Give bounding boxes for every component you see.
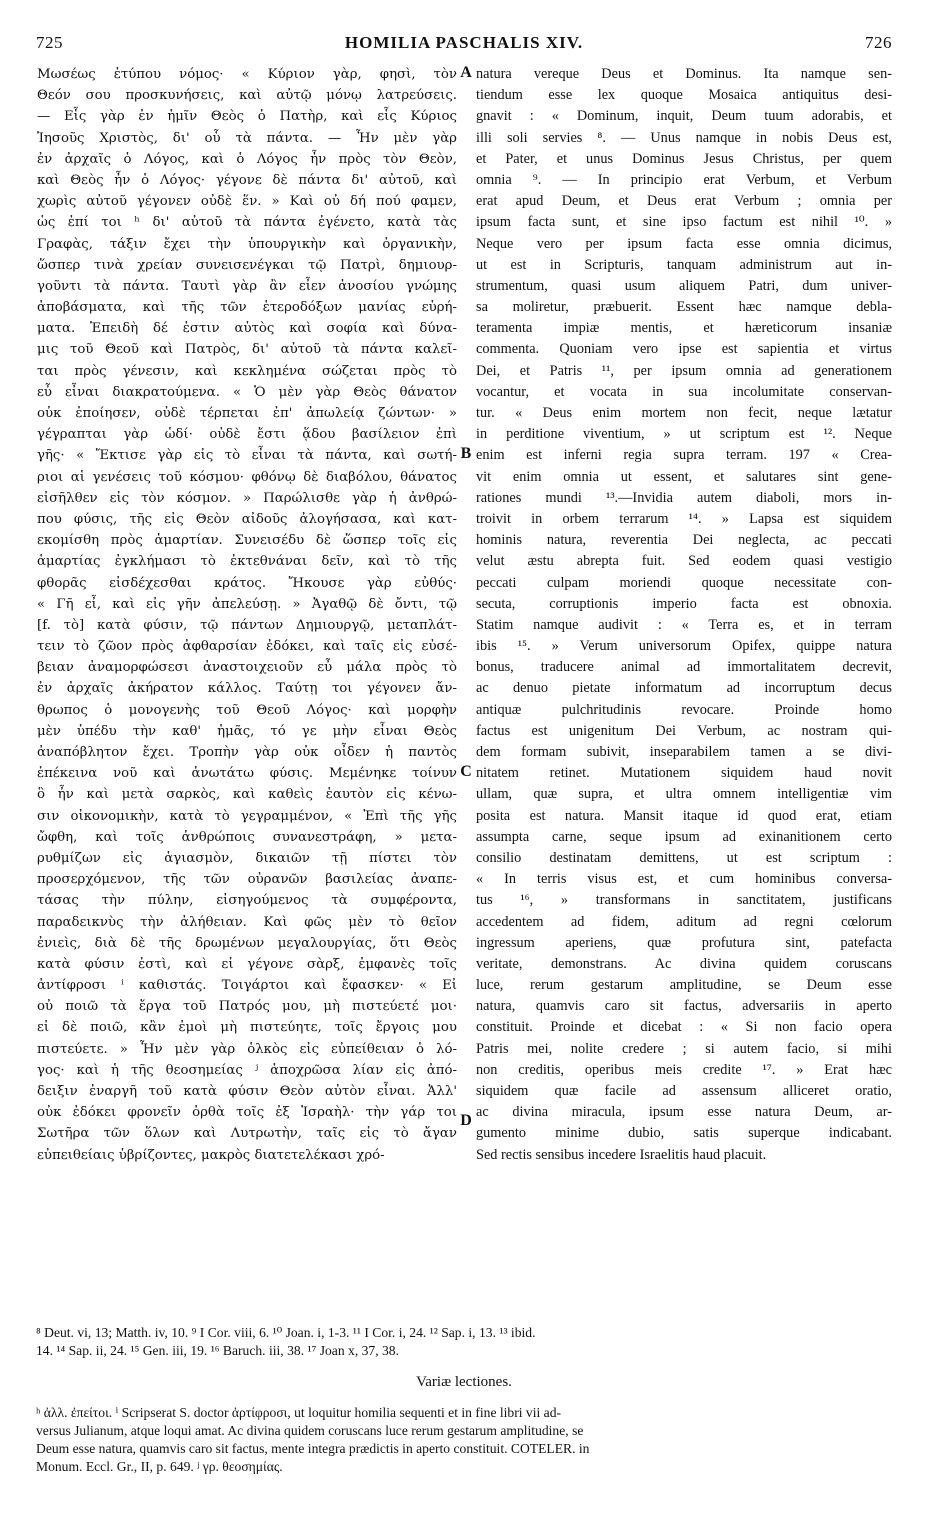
latin-text-line: Neque vero per ipsum facta esse omnia dicimus, xyxy=(476,235,892,252)
latin-text-line: Dei, et Patris ¹¹, per ipsum omnia ad generationem xyxy=(476,362,892,379)
greek-text-line: « Γῆ εἶ, καὶ εἰς γῆν ἀπελεύσῃ. » Ἀγαθῷ δὲ ὄντι, τῷ xyxy=(37,596,457,612)
greek-text-line: ἐπέκεινα νοῦ καὶ ἀνωτάτω φύσις. Μεμένηκε τοίνυν xyxy=(37,766,457,782)
greek-text-line: καὶ Θεὸς ἦν ὁ Λόγος· γέγονε δὲ πάντα δι' αὐτοῦ, καὶ xyxy=(37,172,457,188)
greek-text-line: ὡς ἐπί τοι ʰ δι' αὐτοῦ τὰ πάντα ἐγένετο, κατὰ τὰς xyxy=(37,215,457,231)
greek-text-line: Σωτῆρα τῶν ὅλων καὶ Λυτρωτὴν, ταῖς εἰς τὸ ἄγαν xyxy=(37,1126,457,1142)
greek-text-line: προσερχόμενον, τῆς τῶν οὐρανῶν βασιλείας ἀναπε- xyxy=(37,872,457,888)
latin-text-line: ipsum facta sunt, et sine ipso factum est nihil ¹⁰. » xyxy=(476,214,892,231)
latin-text-line: dem formam subivit, inseparabilem tamen a se divi- xyxy=(476,744,892,760)
greek-text-line: ὃ ἦν καὶ μετὰ σαρκὸς, καὶ καθεὶς ἑαυτὸν εἰς κένω- xyxy=(37,787,457,803)
latin-text-line: gnavit : « Dominum, inquit, Deum tuum adorabis, et xyxy=(476,108,892,125)
latin-text-line: hominis natura, reverentia Dei neglecta, ac peccati xyxy=(476,532,892,549)
greek-text-line: γέγραπται γὰρ ὡδί· οὐδὲ ἔστι ᾅδου βασίλειον ἐπὶ xyxy=(37,427,457,443)
greek-text-line: παραδεικνὺς τὴν ἀλήθειαν. Καὶ φῶς μὲν τὸ θεῖον xyxy=(37,914,457,930)
greek-text-line: ἐν ἀρχαῖς ὁ Λόγος, καὶ ὁ Λόγος ἦν πρὸς τὸν Θεὸν, xyxy=(37,151,457,167)
greek-text-line: εὖ εἶναι διακρατούμενα. « Ὁ μὲν γὰρ Θεὸς θάνατον xyxy=(37,384,457,400)
margin-letter-b: B xyxy=(460,445,472,462)
greek-text-column xyxy=(37,64,457,1166)
latin-text-line: et Pater, et unus Dominus Jesus Christus, per quem xyxy=(476,150,892,167)
variant-line: ʰ ἀλλ. ἐπείτοι. ⁱ Scripserat S. doctor ἀρτίφροσι, ut loquitur homilia sequenti et in fine libri vii ad- xyxy=(36,1405,562,1420)
latin-text-line: ut est in Scripturis, tanquam administrum aut in- xyxy=(476,256,892,273)
latin-text-line: luce, rerum gestarum amplitudine, se Deum esse xyxy=(476,977,892,994)
latin-text-line: natura vereque Deus et Dominus. Ita namque sen- xyxy=(476,66,892,82)
greek-text-line: ἁμαρτίας ἐγκλήμασι τὸ ἐκτεθνάναι δεῖν, καὶ τὸ τῆς xyxy=(37,554,457,570)
latin-text-line: enim est inferni regia supra terram. 197 « Crea- xyxy=(476,447,892,464)
latin-text-column xyxy=(476,64,892,1166)
greek-text-line: κατὰ φύσιν ἐστὶ, καὶ εἰ γέγονε σὰρξ, ἐμφανὲς τοῖς xyxy=(37,956,457,972)
footnotes xyxy=(36,1324,892,1360)
latin-text-line: strumentum, quasi usum aliquem Patri, dum univer- xyxy=(476,277,892,294)
latin-text-line: in perditione viventium, » ut scriptum est ¹². Neque xyxy=(476,426,892,443)
greek-text-line: που φύσις, τῆς εἰς Θεὸν αἰδοῦς ἀλογήσασα, καὶ κατ- xyxy=(37,511,457,527)
latin-text-line: sa moliretur, præbuerit. Essent hæc namque debla- xyxy=(476,299,892,316)
greek-text-line: γοῦντι τὰ πάντα. Ταυτὶ γὰρ ἂν εἶεν ἀνοσίου γνώμης xyxy=(37,278,457,294)
greek-text-line: μις τοῦ Θεοῦ καὶ Πατρὸς, δι' αὐτοῦ τὰ πάντα καλεῖ- xyxy=(37,342,457,358)
greek-text-line: εκομίσθη πρὸς ἁμαρτίαν. Συνεισέδυ δὲ ὥσπερ τοῖς εἰς xyxy=(37,533,457,549)
greek-text-line: μὲν ὑπέδυ τὴν καθ' ἡμᾶς, τό γε μὴν εἶναι Θεὸς xyxy=(37,723,457,739)
latin-text-line: ibis ¹⁵. » Verum universorum Opifex, quippe natura xyxy=(476,638,892,655)
greek-text-line: Μωσέως ἐτύπου νόμος· « Κύριον γὰρ, φησὶ, τὸν xyxy=(37,67,457,82)
latin-text-line: teramenta impiæ mentis, et hæreticorum insaniæ xyxy=(476,320,892,337)
greek-text-line: τάσας τὴν πύλην, εἰσηγούμενος τὰ συμφέροντα, xyxy=(37,893,457,909)
greek-text-line: οὐ ποιῶ τὰ ἔργα τοῦ Πατρός μου, μὴ πιστεύετέ μοι· xyxy=(37,999,457,1015)
latin-text-line: bonus, traducere animal ad immortalitatem decrevit, xyxy=(476,659,892,676)
latin-text-line: tur. « Deus enim mortem non fecit, neque lætatur xyxy=(476,405,892,421)
latin-text-line: tiendum esse lex quoque Mosaica antiquitus desi- xyxy=(476,87,892,104)
latin-text-line: illi soli servies ⁸. — Unus namque in nobis Deus est, xyxy=(476,129,892,146)
greek-text-line: ὤφθη, καὶ τοῖς ἀνθρώποις συνανεστράφη, » μετα- xyxy=(37,829,457,845)
greek-text-line: εἰσῆλθεν εἰς τὸν κόσμον. » Παρώλισθε γὰρ ἡ ἀνθρώ- xyxy=(37,490,457,506)
latin-text-line: ac denuo pietate informatum ad incorruptum decus xyxy=(476,680,892,697)
page-number-left: 725 xyxy=(36,33,63,52)
greek-text-line: ματα. Ἐπειδὴ δέ ἐστιν αὐτὸς καὶ σοφία καὶ δύνα- xyxy=(37,321,457,337)
latin-text-line: assumpta carne, seque ipsum ad exinanitionem certo xyxy=(476,828,892,845)
latin-text-line: veritate, demonstrans. Ac divina quidem coruscans xyxy=(476,955,892,972)
greek-text-line: Ἰησοῦς Χριστὸς, δι' οὗ τὰ πάντα. — Ἦν μὲν γὰρ xyxy=(37,130,457,146)
greek-text-line: ἐνιεὶς, διὰ δὲ τῆς δρωμένων μεγαλουργίας, ὅτι Θεὸς xyxy=(37,935,457,951)
latin-text-line: consilio destinatam demittens, ut est scriptum : xyxy=(476,849,892,866)
greek-text-line: οὐκ ἐδόκει φρονεῖν ὀρθὰ τοῖς ἐξ Ἰσραὴλ· τὴν γάρ τοι xyxy=(37,1105,457,1121)
latin-text-line: ac divina miracula, ipsum esse natura Deum, ar- xyxy=(476,1104,892,1121)
greek-text-line: τειν τὸ ζῶον πρὸς ἀφθαρσίαν ἐδόκει, καὶ ταῖς εἰς εὐσέ- xyxy=(37,639,457,655)
latin-text-line: troivit in orbem terrarum ¹⁴. » Lapsa est siquidem xyxy=(476,510,892,527)
latin-text-line: accedentem ad fidem, aditum ad regni cœlorum xyxy=(476,913,892,930)
latin-text-line: tus ¹⁶, » transformans in sanctitatem, justificans xyxy=(476,892,892,909)
greek-text-line: ται πρὸς γένεσιν, καὶ κεκλημένα σώζεται πρὸς τὸ xyxy=(37,363,457,379)
latin-text-line: natura, quamvis caro sit factus, adversariis in aperto xyxy=(476,998,892,1015)
greek-text-line: — Εἷς γὰρ ἐν ἡμῖν Θεὸς ὁ Πατὴρ, καὶ εἷς Κύριος xyxy=(37,109,457,125)
margin-letter-d: D xyxy=(460,1112,472,1129)
footnote-line: ⁸ Deut. vi, 13; Matth. iv, 10. ⁹ I Cor. viii, 6. ¹⁰ Joan. i, 1-3. ¹¹ I Cor. i, 24. ¹² Sap. i, 13. ¹³ ibid. xyxy=(36,1325,536,1340)
latin-text-line: siquidem quæ facile ad assensum alliceret oratio, xyxy=(476,1083,892,1099)
latin-text-line: ullam, quæ supra, et ultra omnem intelligentiæ vim xyxy=(476,786,892,803)
greek-text-line: Γραφὰς, τάξιν ἔχει τὴν ὑπουργικὴν καὶ ὀργανικὴν, xyxy=(37,236,457,252)
latin-text-line: gumento minime dubio, satis superque indicabant. xyxy=(476,1125,892,1142)
greek-text-line: εὐπειθείαις ὑβρίζοντες, μακρὸς διατετελέκασι χρό- xyxy=(37,1147,385,1163)
greek-text-line: ἐν ἀρχαῖς ἀκήρατον κάλλος. Ταύτῃ τοι γέγονεν ἄν- xyxy=(37,681,457,697)
greek-text-line: σιν οἰκονομικὴν, κατὰ τὸ γεγραμμένον, « Ἐπὶ τῆς γῆς xyxy=(37,808,457,824)
variae-lectiones-heading: Variæ lectiones. xyxy=(416,1374,512,1390)
footnote-line: 14. ¹⁴ Sap. ii, 24. ¹⁵ Gen. iii, 19. ¹⁶ Baruch. iii, 38. ¹⁷ Joan x, 37, 38. xyxy=(36,1343,399,1358)
latin-text-line: ingressum aperiens, quæ profutura sint, patefacta xyxy=(476,934,892,951)
greek-text-line: γος· καὶ ἡ τῆς θεοσημείας ʲ ἀποχρῶσα λίαν εἰς ἀπό- xyxy=(37,1062,457,1078)
greek-text-line: οὐκ ἐποίησεν, οὐδὲ τέρπεται ἐπ' ἀπωλείᾳ ζώντων· » xyxy=(37,406,457,421)
page-header xyxy=(36,30,892,56)
variant-line: Monum. Eccl. Gr., II, p. 649. ʲ γρ. θεοσημίας. xyxy=(36,1459,283,1474)
latin-text-line: peccati culpam moriendi quoque necessitate con- xyxy=(476,574,892,591)
greek-text-line: βειαν ἀναμορφώσεσι ἀναστοιχειοῦν εὖ μάλα πρὸς τὸ xyxy=(37,660,457,676)
page-number-right: 726 xyxy=(864,33,892,52)
latin-text-line: « In terris visus est, et cum hominibus conversa- xyxy=(476,871,892,888)
greek-text-line: θρωπος ὁ μονογενὴς τοῦ Θεοῦ Λόγος· καὶ μορφὴν xyxy=(37,702,457,718)
latin-text-line: commenta. Quoniam vero ipse est sapientia et virtus xyxy=(476,341,892,358)
latin-text-line: antiquæ pulchritudinis revocare. Proinde homo xyxy=(476,701,892,718)
latin-text-line: nitatem retinet. Mutationem siquidem haud novit xyxy=(476,765,892,782)
latin-text-line: factus est unigenitum Dei Verbum, ac nostram qui- xyxy=(476,722,892,739)
greek-text-line: εἰ δὲ ποιῶ, κἂν ἐμοὶ μὴ πιστεύητε, τοῖς ἔργοις μου xyxy=(37,1020,457,1036)
latin-text-line: vocantur, et vocata in sua incolumitate conservan- xyxy=(476,383,892,400)
greek-text-line: [f. τὸ] κατὰ φύσιν, τῷ πάντων Δημιουργῷ, μεταπλάτ- xyxy=(37,617,457,633)
greek-text-line: ἀντίφροσι ⁱ καθιστάς. Τοιγάρτοι καὶ ἔφασκεν· « Εἰ xyxy=(37,978,457,994)
variant-line: versus Julianum, atque loqui amat. Ac divina quidem coruscans luce rerum gestarum amplitudine, se xyxy=(36,1423,584,1438)
greek-text-line: ἀναπόβλητον ἔχει. Τροπὴν γὰρ οὐκ οἶδεν ἡ παντὸς xyxy=(37,745,457,760)
variant-line: Deum esse natura, quamvis caro sit factus, mente integra prædictis in aperto constituit. COTELER. in xyxy=(36,1441,590,1456)
greek-text-line: ρυθμίζων εἰς ἁγιασμὸν, δικαιῶν τῇ πίστει τὸν xyxy=(37,850,457,866)
greek-text-line: Θεόν σου προσκυνήσεις, καὶ αὐτῷ μόνῳ λατρεύσεις. xyxy=(37,88,457,104)
greek-text-line: χωρὶς αὐτοῦ γέγονεν οὐδὲ ἕν. » Καὶ οὐ δή πού φαμεν, xyxy=(37,194,457,210)
latin-text-line: Sed rectis sensibus incedere Israelitis haud placuit. xyxy=(476,1146,767,1163)
latin-text-line: Patris mei, nolite credere ; si autem facio, si mihi xyxy=(476,1040,892,1057)
greek-text-line: ὥσπερ τινὰ χρείαν συνεισενέγκαι τῷ Πατρὶ, δημιουρ- xyxy=(37,257,457,273)
greek-text-line: ἀποβάσματα, καὶ τῆς τῶν ἑτεροδόξων μανίας εὑρή- xyxy=(37,300,457,316)
latin-text-line: erat apud Deum, et Deus erat Verbum ; omnia per xyxy=(476,193,892,210)
latin-text-line: constituit. Proinde et dicebat : « Si non facio opera xyxy=(476,1019,892,1036)
latin-text-line: non creditis, operibus meis credite ¹⁷. » Erat hæc xyxy=(476,1061,892,1078)
margin-letter-a: A xyxy=(460,64,472,81)
variae-lectiones xyxy=(36,1404,892,1476)
latin-text-line: rationes mundi ¹³.—Invidia autem diaboli, mors in- xyxy=(476,489,892,506)
greek-text-line: πιστεύετε. » Ἦν μὲν γὰρ ὁλκὸς εἰς εὐπείθειαν ὁ λό- xyxy=(37,1041,457,1057)
latin-text-line: velut æstu abrepta fuit. Sed eodem quasi vestigio xyxy=(476,553,892,570)
greek-text-line: δειξιν ἐναργῆ τοῦ κατὰ φύσιν Θεὸν αὐτὸν εἶναι. Ἀλλ' xyxy=(37,1084,457,1099)
running-title: HOMILIA PASCHALIS XIV. xyxy=(344,33,584,52)
greek-text-line: ριοι αἱ γενέσεις τοῦ κόσμου· φθόνῳ δὲ διαβόλου, θάνατος xyxy=(37,469,457,485)
latin-text-line: omnia ⁹. — In principio erat Verbum, et Verbum xyxy=(476,171,892,188)
latin-text-line: vit enim omnia ut essent, et salutares sint gene- xyxy=(476,468,892,485)
margin-letter-c: C xyxy=(460,763,472,780)
greek-text-line: φθορᾶς εἰσδέχεσθαι κράτος. Ἤκουσε γὰρ εὐθύς· xyxy=(37,575,457,591)
latin-text-line: secuta, corruptionis imperio facta est obnoxia. xyxy=(476,595,892,612)
latin-text-line: posita est natura. Mansit itaque id quod erat, etiam xyxy=(476,807,892,824)
latin-text-line: Statim namque audivit : « Terra es, et in terram xyxy=(476,616,892,633)
greek-text-line: γῆς· « Ἔκτισε γὰρ εἰς τὸ εἶναι τὰ πάντα, καὶ σωτή- xyxy=(37,448,457,464)
